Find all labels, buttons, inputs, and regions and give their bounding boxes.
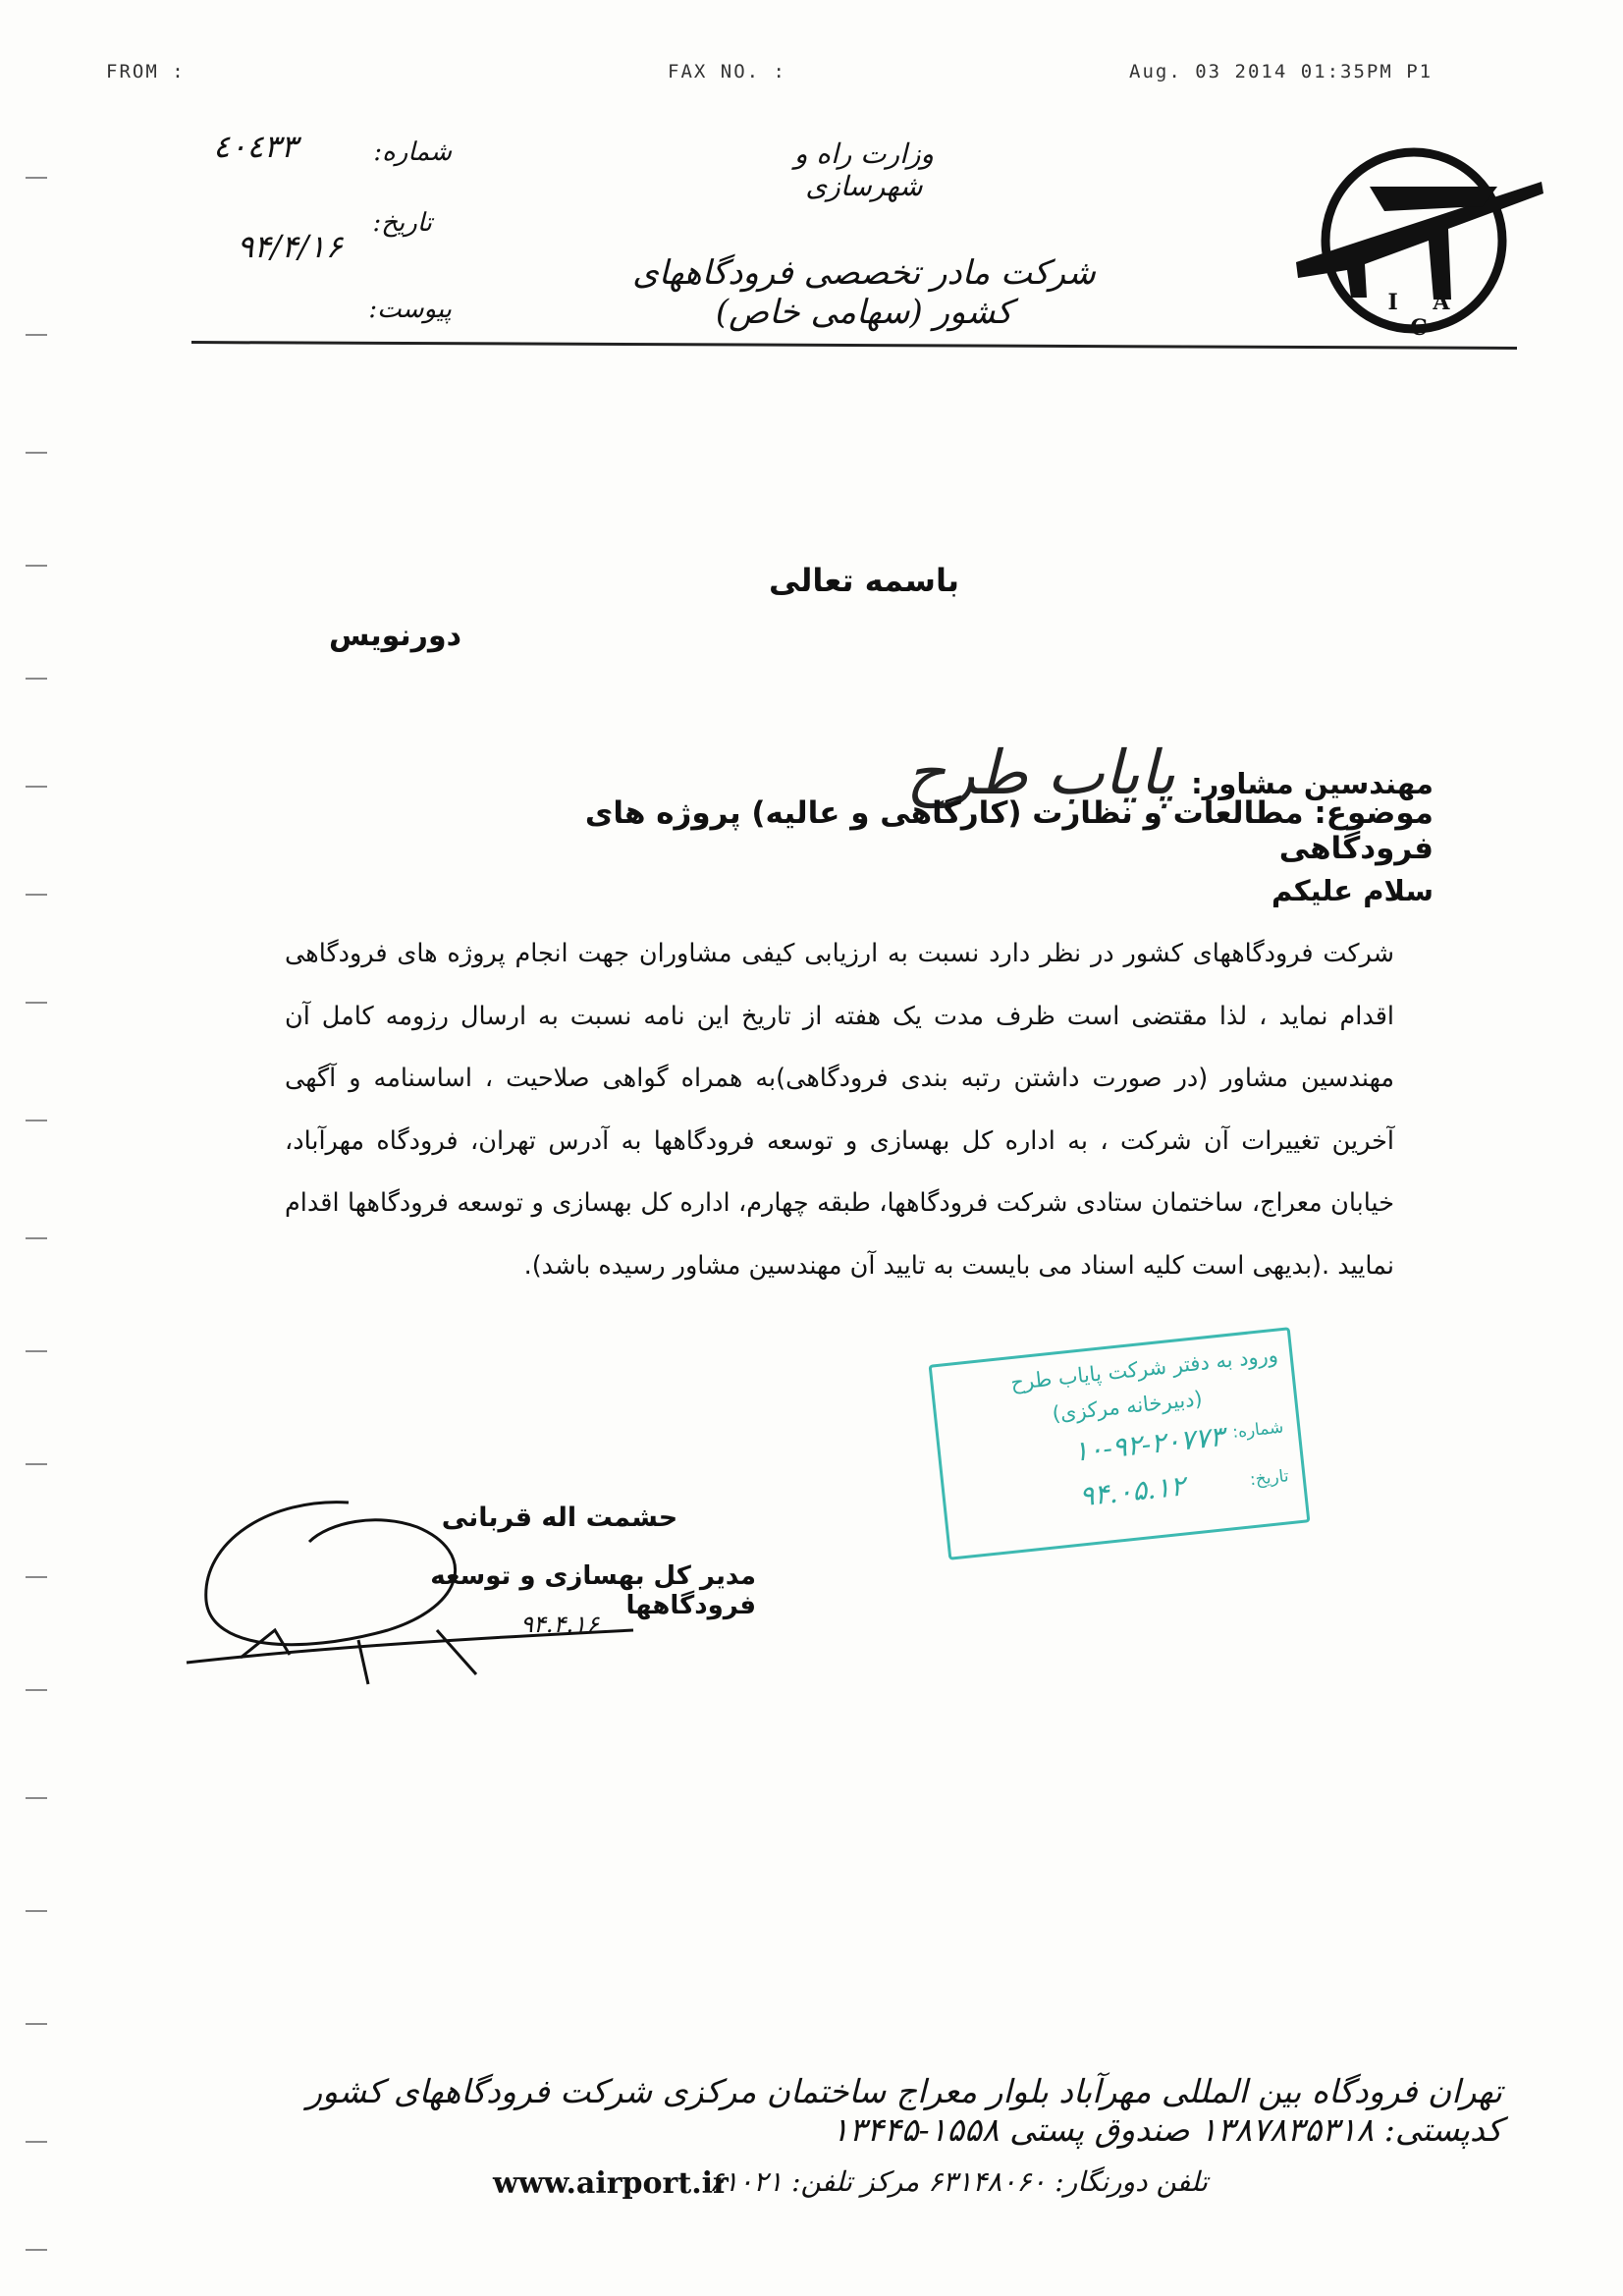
stamp-number-label: شماره: — [1231, 1417, 1285, 1443]
attachment-label: پیوست: — [368, 295, 452, 324]
footer-address: تهران فرودگاه بین المللی مهرآباد بلوار معراج ساختمان مرکزی شرکت فرودگاههای کشور کدپستی: ۱۳۸۷۸۳۵۳۱۸ صندوق پستی ۱۵۵۸-۱۳۴۴۵ — [306, 2072, 1502, 2149]
margin-tick — [26, 177, 47, 179]
letter-body: شرکت فرودگاههای کشور در نظر دارد نسبت به ارزیابی کیفی مشاوران جهت انجام پروژه های فرودگاهی اقدام نماید ، لذا مقتضی است ظرف مدت یک هفته از تاریخ این نامه نسبت به ارسال رزومه کامل آن مهندسین مشاور (در صورت داشتن رتبه بندی فرودگاهی)به همراه گواهی صلاحیت ، اساسنامه و آگهی آخرین تغییرات آن شرکت ، به اداره کل بهسازی و توسعه فرودگاهها به آدرس تهران، فرودگاه مهرآباد، خیابان معراج، ساختمان ستادی شرکت فرودگاهها، طبقه چهارم، اداره کل بهسازی و توسعه فرودگاهها اقدام نمایید .(بدیهی است کلیه اسناد می بایست به تایید آن مهندسین مشاور رسیده باشد). — [285, 939, 1394, 1281]
addressee-label: مهندسین مشاور: — [1191, 767, 1434, 800]
letter-greeting: سلام علیکم — [1271, 874, 1434, 907]
margin-tick — [26, 2249, 47, 2251]
margin-tick — [26, 678, 47, 680]
letter-subject: موضوع: مطالعات و نظارت (کارگاهی و عالیه) پروژه های فرودگاهی — [584, 795, 1434, 866]
number-label: شماره: — [373, 137, 452, 167]
logo-text: I A C — [1387, 290, 1464, 341]
fax-note: دورنویس — [328, 619, 461, 653]
company-logo — [1276, 133, 1561, 349]
fax-from-label: FROM : — [106, 61, 186, 82]
margin-tick — [26, 1463, 47, 1465]
stamp-line-2: (دبیرخانه مرکزی) — [1051, 1386, 1204, 1426]
margin-tick — [26, 1002, 47, 1004]
margin-tick — [26, 1689, 47, 1691]
margin-tick — [26, 1797, 47, 1799]
margin-tick — [26, 786, 47, 788]
margin-tick — [26, 1350, 47, 1352]
date-value: ۹۴/۴/۱۶ — [237, 228, 343, 265]
footer-phones: تلفن دورنگار: ۶۳۱۴۸۰۶۰ مرکز تلفن: ۶۱۰۲۱ — [708, 2165, 1208, 2198]
margin-tick — [26, 894, 47, 896]
fax-timestamp: Aug. 03 2014 01:35PM P1 — [1129, 61, 1434, 82]
margin-tick — [26, 1120, 47, 1121]
date-label: تاریخ: — [372, 208, 432, 238]
margin-tick — [26, 452, 47, 454]
margin-tick — [26, 565, 47, 567]
stamp-date-label: تاریخ: — [1249, 1466, 1290, 1491]
margin-tick — [26, 2141, 47, 2143]
received-stamp — [929, 1327, 1311, 1560]
addressee-name: پاياب طرح — [906, 737, 1176, 808]
signatory-name: حشمت اله قربانی — [441, 1503, 678, 1533]
stamp-date-value: ۹۴.۰۵.۱۲ — [1077, 1469, 1187, 1513]
company-name: شرکت مادر تخصصی فرودگاههای کشور (سهامی خاص) — [632, 253, 1096, 332]
fax-number-label: FAX NO. : — [668, 61, 786, 82]
number-value: ٤٠٤٣٣ — [213, 128, 298, 165]
footer-website: www.airport.ir — [493, 2166, 729, 2201]
letter-invocation: باسمه تعالی — [769, 562, 959, 599]
signature-date: ۹۴.۴.۱۶ — [520, 1611, 599, 1638]
signatory-title: مدیر کل بهسازی و توسعه فرودگاهها — [430, 1561, 756, 1620]
margin-tick — [26, 1910, 47, 1912]
margin-tick — [26, 1576, 47, 1578]
footer-website-wrap — [481, 2166, 756, 2201]
ministry-name: وزارت راه و شهرسازی — [794, 137, 934, 202]
margin-tick — [26, 1237, 47, 1239]
margin-tick — [26, 334, 47, 336]
margin-tick — [26, 2023, 47, 2025]
stamp-number-value: ۱۰-۹۲-۲۰۷۷۳ — [1071, 1419, 1226, 1468]
stamp-line-1: ورود به دفتر شرکت پاياب طرح — [1009, 1342, 1279, 1395]
